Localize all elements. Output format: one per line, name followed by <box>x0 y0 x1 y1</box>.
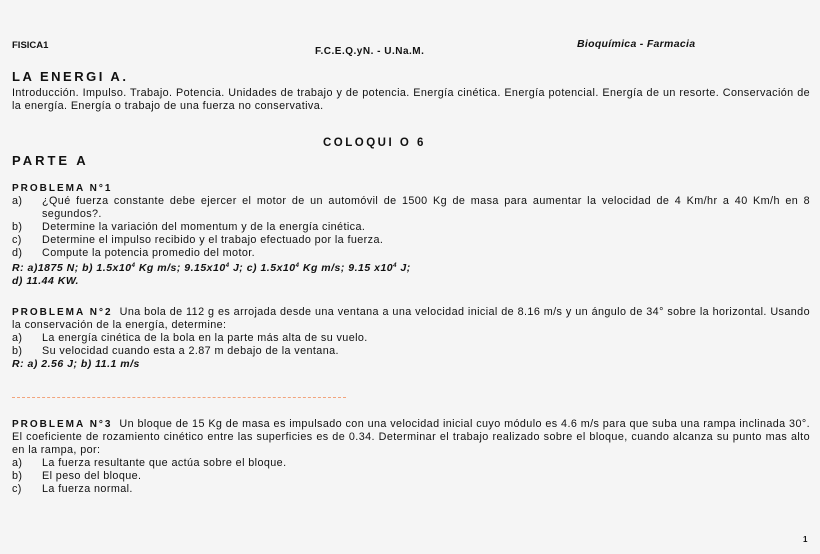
list-item: b) Determine la variación del momentum y de la energía cinética. <box>12 221 366 233</box>
problem-1 <box>12 182 810 288</box>
problem-3 <box>12 418 810 496</box>
list-item: a) ¿Qué fuerza constante debe ejercer el motor de un automóvil de 1500 Kg de masa para aumentar la velocidad de 4 Km/hr a 40 Km/h en 8 segundos?. <box>12 195 810 220</box>
header-course: FISICA1 <box>12 40 49 51</box>
problem-2 <box>12 306 810 371</box>
list-item: d) Compute la potencia promedio del motor. <box>12 247 256 259</box>
problem-2-heading: PROBLEMA N°2 <box>12 307 113 318</box>
list-item: c) Determine el impulso recibido y el trabajo efectuado por la fuerza. <box>12 234 384 246</box>
list-item: a) La fuerza resultante que actúa sobre el bloque. <box>12 457 287 469</box>
list-item: b) Su velocidad cuando esta a 2.87 m debajo de la ventana. <box>12 345 339 357</box>
problem-2-statement: PROBLEMA N°2 Una bola de 112 g es arrojada desde una ventana a una velocidad inicial de 8.16 m/s y un ángulo de 34° sobre la horizontal. Usando la conservación de la energía, determine: <box>12 306 810 331</box>
header-institution: F.C.E.Q.yN. - U.Na.M. <box>315 46 425 57</box>
list-item: c) La fuerza normal. <box>12 483 133 495</box>
header-career: Bioquímica - Farmacia <box>577 38 696 50</box>
problem-3-heading: PROBLEMA N°3 <box>12 419 113 430</box>
problem-3-statement: PROBLEMA N°3 Un bloque de 15 Kg de masa es impulsado con una velocidad inicial cuyo módulo es 4.6 m/s para que suba una rampa inclinada 30°. El coeficiente de rozamiento cinético entre las superficies es de 0.34. Determinar el trabajo realizado sobre el bloque, cuando alcanza su punto mas alto en la rampa, por: <box>12 418 810 456</box>
list-item: b) El peso del bloque. <box>12 470 142 482</box>
intro-paragraph: Introducción. Impulso. Trabajo. Potencia. Unidades de trabajo y de potencia. Energía cinética. Energía potencial. Energía de un resorte. Conservación de la energía. Energía o trabajo de una fuerza no conservativa. <box>12 87 810 112</box>
problem-1-heading: PROBLEMA N°1 <box>12 183 113 194</box>
problem-2-answer: R: a) 2.56 J; b) 11.1 m/s <box>12 358 140 370</box>
document-title: LA ENERGI A. <box>12 69 129 84</box>
problem-1-answer: R: a)1875 N; b) $1.5x10^4$ Kg m/s; $9.15x10^4$ J; c) $1.5x10^4$ Kg m/s; 9.15 $x10^4$ J; <box>12 262 411 274</box>
page-number: 1 <box>803 535 808 544</box>
problem-1-answer-line2: d) 11.44 KW. <box>12 275 79 287</box>
list-item: a) La energía cinética de la bola en la parte más alta de su vuelo. <box>12 332 368 344</box>
parte-heading: PARTE A <box>12 153 89 168</box>
section-divider <box>12 397 346 398</box>
coloquio-heading: COLOQUI O 6 <box>323 137 426 149</box>
